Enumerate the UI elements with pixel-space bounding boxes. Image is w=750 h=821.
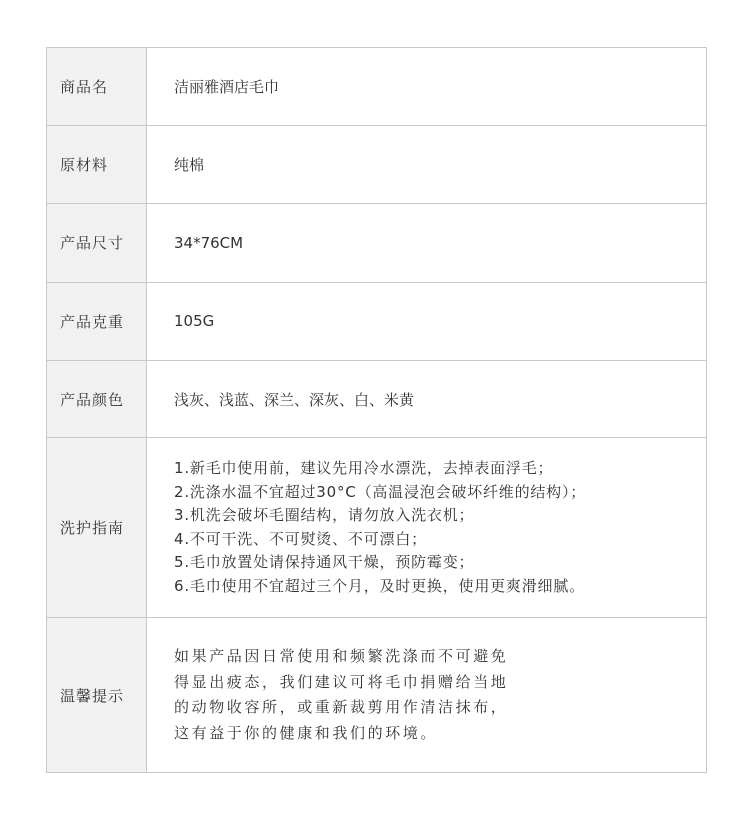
tip-line: 得显出疲态，我们建议可将毛巾捐赠给当地 [174,672,509,691]
spec-label: 商品名 [47,48,147,125]
spec-row-product-name [47,48,706,126]
tip-line: 的动物收容所，或重新裁剪用作清洁抹布， [174,698,509,717]
tip-line: 这有益于你的健康和我们的环境。 [174,723,439,742]
care-instruction-line: 4.不可干洗、不可熨烫、不可漂白； [174,529,427,548]
spec-label: 产品克重 [47,283,147,360]
spec-row-material [47,126,706,204]
spec-value: 浅灰、浅蓝、深兰、深灰、白、米黄 [174,390,415,409]
care-instruction-line: 2.洗涤水温不宜超过30°C（高温浸泡会破坏纤维的结构）； [174,482,587,501]
spec-value [147,618,706,772]
care-instructions-list [174,457,586,598]
spec-label: 产品颜色 [47,361,147,438]
tip-line: 如果产品因日常使用和频繁洗涤而不可避免 [174,647,509,666]
spec-label: 温馨提示 [47,618,147,772]
care-instruction-line: 6.毛巾使用不宜超过三个月，及时更换，使用更爽滑细腻。 [174,576,585,595]
spec-row-size [47,204,706,283]
spec-value [147,438,706,617]
spec-row-colors [47,361,706,439]
spec-row-tips [47,618,706,772]
tips-paragraph [174,644,508,746]
care-instruction-line: 3.机洗会破坏毛圈结构，请勿放入洗衣机； [174,506,475,525]
spec-row-weight [47,283,706,361]
product-spec-table [46,47,707,773]
spec-value: 34*76CM [174,233,244,252]
spec-row-care-guide [47,438,706,618]
spec-label: 产品尺寸 [47,204,147,282]
spec-label: 洗护指南 [47,438,147,617]
spec-value: 洁丽雅酒店毛巾 [174,77,280,96]
care-instruction-line: 5.毛巾放置处请保持通风干燥，预防霉变； [174,553,475,572]
spec-value: 纯棉 [174,155,205,174]
spec-label: 原材料 [47,126,147,203]
spec-value: 105G [174,312,215,331]
care-instruction-line: 1.新毛巾使用前，建议先用冷水漂洗，去掉表面浮毛； [174,459,554,478]
